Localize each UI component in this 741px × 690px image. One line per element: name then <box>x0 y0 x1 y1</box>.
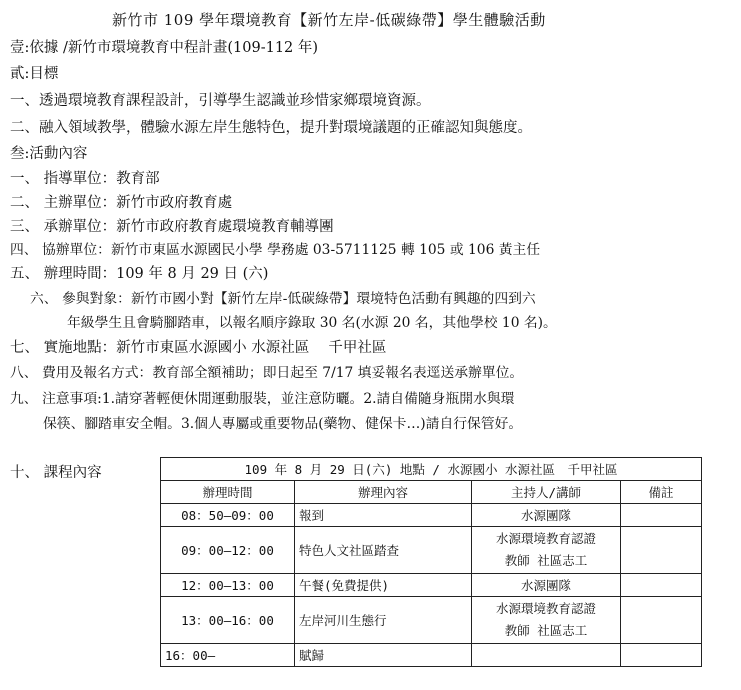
row-host-line1: 水源環境教育認證 <box>495 601 596 616</box>
item-participants-line1: 六、 參與對象：新竹市國小對【新竹左岸-低碳綠帶】環境特色活動有興趣的四到六 <box>30 291 536 307</box>
item-location: 七、 實施地點：新竹市東區水源國小 水源社區 千甲社區 <box>10 340 387 356</box>
table-row <box>161 504 702 527</box>
goal-item-2: 二、融入領域教學，體驗水源左岸生態特色，提升對環境議題的正確認知與態度。 <box>10 120 532 136</box>
row-time: 16：00— <box>161 644 295 667</box>
goal-item-1: 一、透過環境教育課程設計，引導學生認識並珍惜家鄉環境資源。 <box>10 93 431 109</box>
item-executor: 三、 承辦單位：新竹市政府教育處環境教育輔導團 <box>10 219 334 235</box>
row-note <box>621 644 702 667</box>
document-title: 新竹市 109 學年環境教育【新竹左岸-低碳綠帶】學生體驗活動 <box>112 11 546 29</box>
row-host <box>472 644 621 667</box>
row-content: 報到 <box>295 504 472 527</box>
row-host: 水源團隊 <box>472 504 621 527</box>
row-time: 08：50—09：00 <box>161 504 295 527</box>
row-time: 12：00—13：00 <box>161 574 295 597</box>
table-caption: 109 年 8 月 29 日(六) 地點 / 水源國小 水源社區 千甲社區 <box>161 458 702 481</box>
row-content: 特色人文社區踏查 <box>295 527 472 574</box>
row-host-line2: 教師 社區志工 <box>504 623 588 638</box>
row-note <box>621 574 702 597</box>
row-content: 左岸河川生態行 <box>295 597 472 644</box>
table-row <box>161 574 702 597</box>
item-organizer: 二、 主辦單位：新竹市政府教育處 <box>10 195 233 211</box>
row-content: 午餐(免費提供) <box>295 574 472 597</box>
goals-heading: 貳:目標 <box>10 66 59 82</box>
header-host: 主持人/講師 <box>472 481 621 504</box>
header-content: 辦理內容 <box>295 481 472 504</box>
table-row <box>161 527 702 574</box>
row-content: 賦歸 <box>295 644 472 667</box>
row-host-line1: 水源環境教育認證 <box>495 531 596 546</box>
table-row <box>161 644 702 667</box>
row-host <box>472 527 621 574</box>
course-content-label: 十、 課程內容 <box>10 465 102 481</box>
item-participants-line2: 年級學生且會騎腳踏車，以報名順序錄取 30 名(水源 20 名，其他學校 10 名)。 <box>67 315 557 331</box>
basis-line: 壹:依據 /新竹市環境教育中程計畫(109-112 年) <box>10 40 319 56</box>
item-date: 五、 辦理時間：109 年 8 月 29 日 (六) <box>10 266 269 282</box>
item-co-organizer: 四、 協辦單位：新竹市東區水源國民小學 學務處 03-5711125 轉 105 或 106 黃主任 <box>10 242 541 258</box>
row-note <box>621 504 702 527</box>
row-time: 09：00—12：00 <box>161 527 295 574</box>
row-note <box>621 527 702 574</box>
table-caption-row <box>161 458 702 481</box>
schedule-table <box>160 457 702 667</box>
activity-heading: 叁:活動內容 <box>10 146 88 162</box>
item-fees: 八、 費用及報名方式：教育部全額補助；即日起至 7/17 填妥報名表逕送承辦單位。 <box>10 365 524 381</box>
table-header-row <box>161 481 702 504</box>
header-note: 備註 <box>621 481 702 504</box>
row-host: 水源團隊 <box>472 574 621 597</box>
row-host <box>472 597 621 644</box>
item-notes-line1: 九、 注意事項:1.請穿著輕便休閒運動服裝，並注意防曬。2.請自備隨身瓶開水與環 <box>10 391 515 407</box>
item-guidance-unit: 一、 指導單位：教育部 <box>10 171 160 187</box>
row-host-line2: 教師 社區志工 <box>504 553 588 568</box>
header-time: 辦理時間 <box>161 481 295 504</box>
table-row <box>161 597 702 644</box>
row-time: 13：00—16：00 <box>161 597 295 644</box>
row-note <box>621 597 702 644</box>
item-notes-line2: 保筷、腳踏車安全帽。3.個人專屬或重要物品(藥物、健保卡…)請自行保管好。 <box>43 416 523 432</box>
